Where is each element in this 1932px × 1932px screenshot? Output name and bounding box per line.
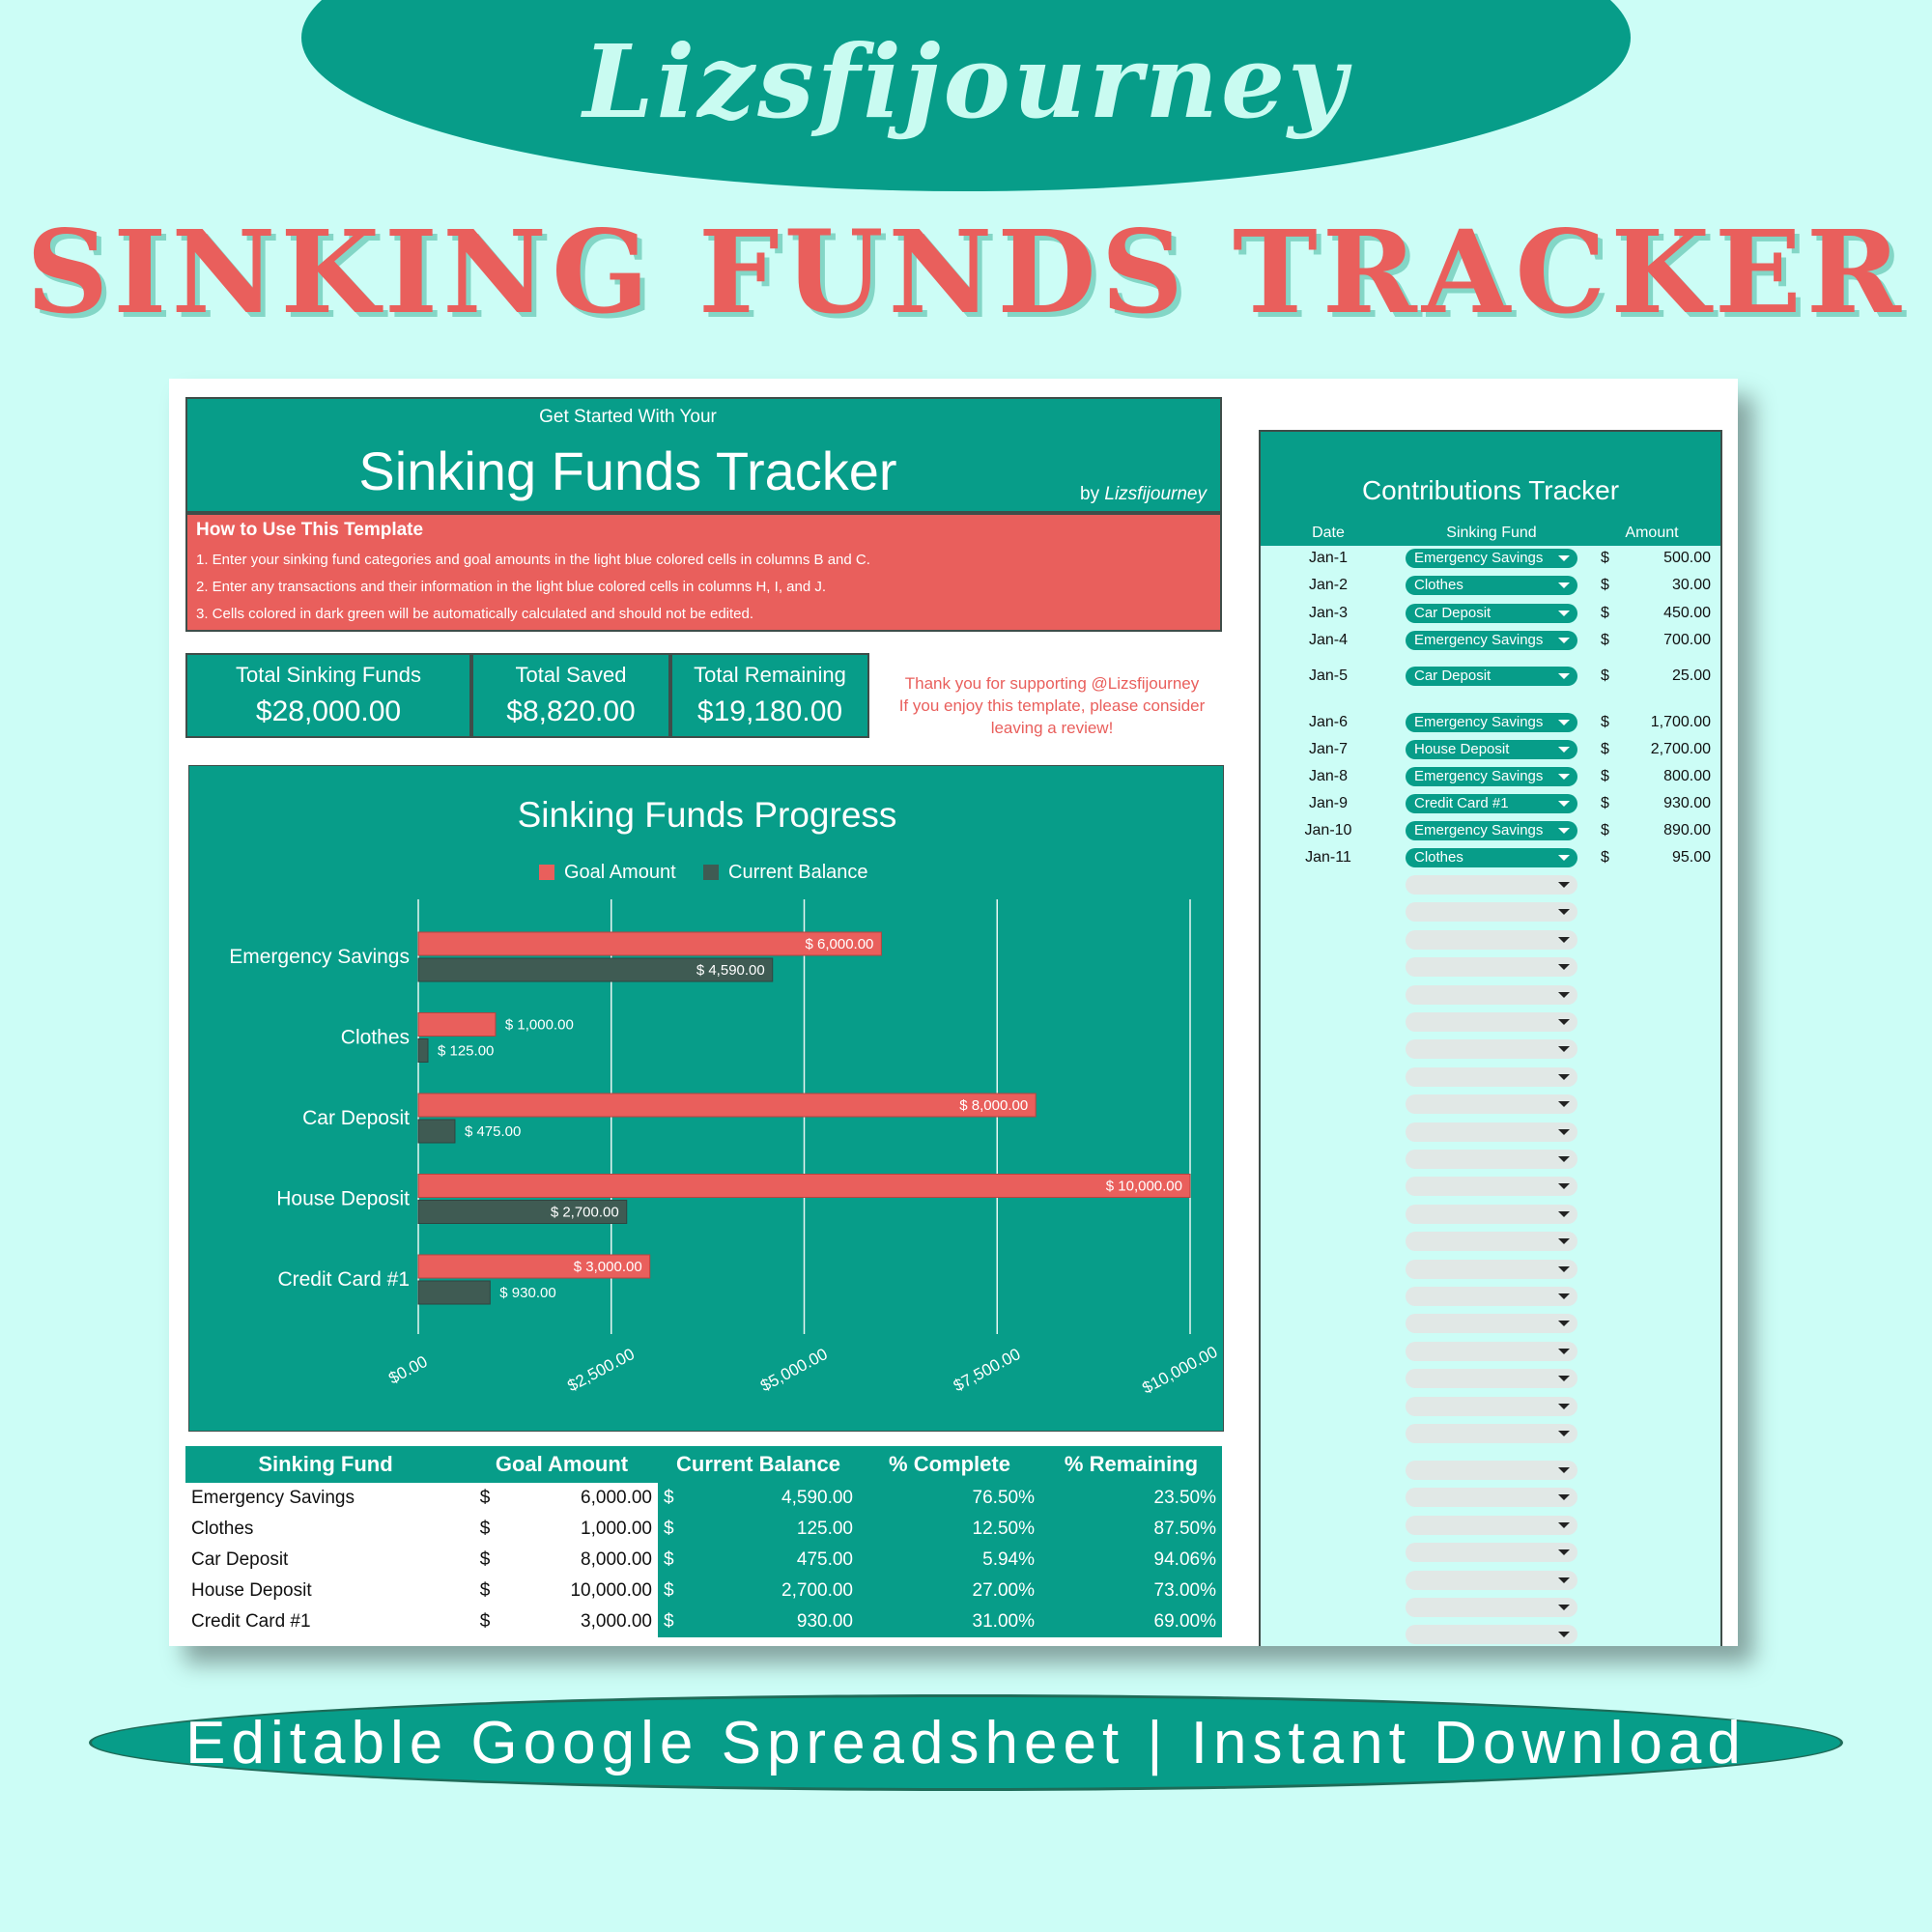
contribution-date[interactable]: Jan-11: [1305, 849, 1351, 866]
fund-dropdown-empty[interactable]: [1406, 1287, 1577, 1306]
contribution-row-empty: [1261, 873, 1720, 896]
contribution-date[interactable]: Jan-1: [1308, 550, 1349, 566]
fund-dropdown-empty[interactable]: [1406, 902, 1577, 922]
fund-dropdown-empty[interactable]: [1406, 1488, 1577, 1507]
fund-dropdown[interactable]: [1406, 794, 1577, 813]
fund-dropdown-empty[interactable]: [1406, 1260, 1577, 1279]
fund-dropdown-empty[interactable]: [1406, 1571, 1577, 1590]
contribution-row-empty: [1261, 1459, 1720, 1482]
currency-symbol: $: [466, 1545, 504, 1576]
fund-dropdown-value: Car Deposit: [1414, 605, 1492, 621]
category-label: Credit Card #1: [277, 1268, 410, 1291]
chevron-down-icon: [1558, 1431, 1570, 1436]
chevron-down-icon: [1558, 1046, 1570, 1052]
fund-name[interactable]: Car Deposit: [185, 1545, 466, 1576]
chevron-down-icon: [1558, 1467, 1570, 1473]
fund-dropdown-empty[interactable]: [1406, 1342, 1577, 1361]
contribution-row-empty: [1261, 1093, 1720, 1116]
fund-dropdown-empty[interactable]: [1406, 1232, 1577, 1251]
column-header: % Remaining: [1040, 1446, 1222, 1483]
currency-symbol: $: [466, 1576, 504, 1606]
x-tick-label: $0.00: [385, 1351, 431, 1388]
currency-symbol: $: [658, 1606, 687, 1637]
contribution-row-empty: [1261, 1037, 1720, 1061]
percent-complete: 27.00%: [859, 1576, 1040, 1606]
fund-name[interactable]: Clothes: [185, 1514, 466, 1545]
footer-banner: Editable Google Spreadsheet | Instant Download: [89, 1694, 1843, 1791]
contribution-row: [1261, 629, 1720, 652]
contribution-row: [1261, 846, 1720, 869]
contribution-date[interactable]: Jan-9: [1308, 795, 1349, 811]
chevron-down-icon: [1558, 1293, 1570, 1299]
contribution-row-empty: [1261, 1065, 1720, 1089]
category-label: House Deposit: [276, 1187, 410, 1210]
fund-dropdown-empty[interactable]: [1406, 1543, 1577, 1562]
contribution-row-empty: [1261, 1010, 1720, 1034]
contribution-date[interactable]: Jan-5: [1308, 668, 1349, 684]
chevron-down-icon: [1558, 1266, 1570, 1272]
fund-dropdown-value: Emergency Savings: [1414, 550, 1544, 566]
fund-dropdown[interactable]: [1406, 667, 1577, 686]
goal-bar: [418, 1175, 1190, 1198]
data-label: $ 10,000.00: [1105, 1178, 1182, 1195]
chevron-down-icon: [1558, 1019, 1570, 1025]
fund-dropdown-empty[interactable]: [1406, 1314, 1577, 1333]
x-tick-label: $2,500.00: [564, 1345, 639, 1396]
fund-dropdown[interactable]: [1406, 576, 1577, 595]
contribution-amount[interactable]: 1,700.00: [1650, 714, 1711, 730]
data-label: $ 475.00: [464, 1123, 522, 1140]
fund-dropdown-empty[interactable]: [1406, 1177, 1577, 1196]
stat-total-saved: [471, 653, 670, 738]
currency-symbol: $: [1601, 668, 1609, 684]
currency-symbol: $: [1601, 768, 1609, 784]
fund-dropdown-value: House Deposit: [1414, 741, 1510, 757]
contribution-amount[interactable]: 450.00: [1663, 605, 1711, 621]
byline-prefix: by: [1080, 484, 1100, 504]
contributions-header: [1261, 432, 1720, 546]
category-label: Clothes: [340, 1026, 410, 1049]
fund-dropdown[interactable]: [1406, 713, 1577, 732]
chevron-down-icon: [1558, 828, 1570, 834]
chevron-down-icon: [1558, 582, 1570, 588]
summary-row: [185, 1606, 1222, 1637]
contribution-date[interactable]: Jan-8: [1308, 768, 1349, 784]
currency-symbol: $: [1601, 550, 1609, 566]
contribution-amount[interactable]: 500.00: [1663, 550, 1711, 566]
summary-row: [185, 1545, 1222, 1576]
contribution-date[interactable]: Jan-6: [1308, 714, 1349, 730]
data-label: $ 3,000.00: [573, 1259, 642, 1275]
x-tick-label: $10,000.00: [1139, 1342, 1221, 1398]
fund-dropdown-empty[interactable]: [1406, 985, 1577, 1005]
percent-complete: 5.94%: [859, 1545, 1040, 1576]
brand-banner: [301, 0, 1631, 191]
goal-amount[interactable]: 8,000.00: [504, 1545, 658, 1576]
currency-symbol: $: [1601, 849, 1609, 866]
fund-dropdown[interactable]: [1406, 631, 1577, 650]
fund-dropdown-empty[interactable]: [1406, 930, 1577, 950]
contribution-row-empty: [1261, 983, 1720, 1007]
legend-swatch: [703, 865, 719, 880]
goal-amount[interactable]: 3,000.00: [504, 1606, 658, 1637]
chevron-down-icon: [1558, 720, 1570, 725]
contribution-date[interactable]: Jan-4: [1308, 632, 1349, 648]
currency-symbol: $: [466, 1514, 504, 1545]
contribution-amount[interactable]: 700.00: [1663, 632, 1711, 648]
stat-label: Total Sinking Funds: [236, 663, 421, 687]
contribution-date[interactable]: Jan-2: [1308, 577, 1349, 593]
fund-dropdown-empty[interactable]: [1406, 1516, 1577, 1535]
fund-dropdown-value: Emergency Savings: [1414, 768, 1544, 784]
percent-complete: 31.00%: [859, 1606, 1040, 1637]
fund-dropdown-value: Emergency Savings: [1414, 714, 1544, 730]
chevron-down-icon: [1558, 855, 1570, 861]
category-label: Car Deposit: [302, 1107, 410, 1129]
x-tick-label: $7,500.00: [950, 1345, 1024, 1396]
goal-amount[interactable]: 1,000.00: [504, 1514, 658, 1545]
contribution-row: [1261, 819, 1720, 842]
column-header-amount: Amount: [1625, 525, 1679, 541]
fund-name[interactable]: Credit Card #1: [185, 1606, 466, 1637]
howto-step: 1. Enter your sinking fund categories and goal amounts in the light blue colored cells in columns B and C.: [196, 552, 870, 568]
data-label: $ 1,000.00: [504, 1016, 574, 1034]
category-label: Emergency Savings: [229, 946, 410, 968]
byline-name: Lizsfijourney: [1104, 484, 1207, 504]
contribution-amount[interactable]: 2,700.00: [1650, 741, 1711, 757]
contribution-row: [1261, 738, 1720, 761]
stat-value: $8,820.00: [506, 696, 636, 727]
chevron-down-icon: [1558, 1349, 1570, 1354]
contribution-amount[interactable]: 930.00: [1663, 795, 1711, 811]
stat-label: Total Remaining: [694, 663, 846, 687]
currency-symbol: $: [1601, 795, 1609, 811]
fund-dropdown-empty[interactable]: [1406, 1205, 1577, 1224]
current-balance: 4,590.00: [687, 1483, 859, 1514]
legend-label: Goal Amount: [564, 862, 676, 883]
currency-symbol: $: [658, 1576, 687, 1606]
header-byline: [1080, 484, 1207, 505]
hero-title: SINKING FUNDS TRACKER: [26, 205, 1906, 339]
fund-dropdown-empty[interactable]: [1406, 1012, 1577, 1032]
header-title: Sinking Funds Tracker: [358, 440, 897, 501]
fund-dropdown-value: Emergency Savings: [1414, 632, 1544, 648]
percent-remaining: 87.50%: [1040, 1514, 1222, 1545]
how-to-instructions: [185, 513, 1222, 632]
chevron-down-icon: [1558, 1494, 1570, 1500]
fund-dropdown-empty[interactable]: [1406, 957, 1577, 977]
fund-dropdown-empty[interactable]: [1406, 1424, 1577, 1443]
fund-dropdown-value: Clothes: [1414, 849, 1463, 866]
contribution-row-empty: [1261, 1422, 1720, 1445]
data-label: $ 6,000.00: [805, 936, 874, 952]
fund-dropdown-empty[interactable]: [1406, 1598, 1577, 1617]
column-header: % Complete: [859, 1446, 1040, 1483]
chevron-down-icon: [1558, 1632, 1570, 1637]
contribution-row-empty: [1261, 955, 1720, 979]
contribution-row-empty: [1261, 1258, 1720, 1281]
contribution-row-empty: [1261, 1340, 1720, 1363]
currency-symbol: $: [1601, 714, 1609, 730]
chevron-down-icon: [1558, 555, 1570, 561]
current-balance: 475.00: [687, 1545, 859, 1576]
contribution-row-empty: [1261, 1121, 1720, 1144]
chevron-down-icon: [1558, 909, 1570, 915]
howto-step: 3. Cells colored in dark green will be automatically calculated and should not be edited.: [196, 606, 754, 622]
contribution-row: [1261, 665, 1720, 688]
contribution-row-empty: [1261, 928, 1720, 952]
currency-symbol: $: [658, 1545, 687, 1576]
chevron-down-icon: [1558, 1101, 1570, 1107]
column-header-date: Date: [1312, 525, 1345, 541]
column-header: Current Balance: [658, 1446, 859, 1483]
data-label: $ 8,000.00: [959, 1097, 1029, 1114]
percent-remaining: 73.00%: [1040, 1576, 1222, 1606]
tracker-header: [185, 397, 1222, 513]
fund-dropdown-empty[interactable]: [1406, 1461, 1577, 1480]
contributions-title: Contributions Tracker: [1361, 475, 1620, 505]
contribution-row-empty: [1261, 1230, 1720, 1253]
x-tick-label: $5,000.00: [757, 1345, 831, 1396]
stat-value: $19,180.00: [696, 696, 843, 727]
currency-symbol: $: [1601, 822, 1609, 838]
fund-dropdown[interactable]: [1406, 604, 1577, 623]
fund-dropdown-value: Car Deposit: [1414, 668, 1492, 684]
percent-complete: 12.50%: [859, 1514, 1040, 1545]
chevron-down-icon: [1558, 1376, 1570, 1381]
percent-remaining: 23.50%: [1040, 1483, 1222, 1514]
chevron-down-icon: [1558, 1183, 1570, 1189]
column-header: Goal Amount: [466, 1446, 658, 1483]
contribution-row: [1261, 792, 1720, 815]
fund-dropdown-value: Credit Card #1: [1414, 795, 1509, 811]
contribution-row-empty: [1261, 1596, 1720, 1619]
summary-row: [185, 1483, 1222, 1514]
chevron-down-icon: [1558, 774, 1570, 780]
thanks-line: If you enjoy this template, please consider: [898, 696, 1206, 715]
contribution-row: [1261, 765, 1720, 788]
contribution-row-empty: [1261, 1175, 1720, 1198]
howto-title: How to Use This Template: [196, 520, 424, 540]
chevron-down-icon: [1558, 1156, 1570, 1162]
contribution-row: [1261, 711, 1720, 734]
contributions-tracker: [1259, 430, 1722, 1646]
progress-chart-svg: [189, 766, 1225, 1433]
fund-dropdown[interactable]: [1406, 740, 1577, 759]
contribution-row-empty: [1261, 1486, 1720, 1509]
data-label: $ 125.00: [437, 1042, 495, 1060]
goal-bar: [418, 1094, 1036, 1117]
stat-value: $28,000.00: [255, 696, 402, 727]
chevron-down-icon: [1558, 937, 1570, 943]
currency-symbol: $: [1601, 577, 1609, 593]
chevron-down-icon: [1558, 1211, 1570, 1217]
chevron-down-icon: [1558, 1321, 1570, 1326]
goal-bar: [418, 1013, 496, 1037]
goal-amount[interactable]: 6,000.00: [504, 1483, 658, 1514]
chevron-down-icon: [1558, 882, 1570, 888]
goal-amount[interactable]: 10,000.00: [504, 1576, 658, 1606]
contribution-amount[interactable]: 800.00: [1663, 768, 1711, 784]
stat-label: Total Saved: [515, 663, 627, 687]
current-balance: 125.00: [687, 1514, 859, 1545]
contribution-row-empty: [1261, 1541, 1720, 1564]
currency-symbol: $: [658, 1514, 687, 1545]
contribution-amount[interactable]: 890.00: [1663, 822, 1711, 838]
currency-symbol: $: [658, 1483, 687, 1514]
fund-dropdown[interactable]: [1406, 821, 1577, 840]
chevron-down-icon: [1558, 964, 1570, 970]
chevron-down-icon: [1558, 638, 1570, 643]
contribution-row-empty: [1261, 1285, 1720, 1308]
chevron-down-icon: [1558, 1238, 1570, 1244]
progress-chart: [188, 765, 1224, 1432]
summary-row: [185, 1576, 1222, 1606]
fund-dropdown-empty[interactable]: [1406, 1067, 1577, 1087]
contribution-amount[interactable]: 95.00: [1671, 849, 1711, 866]
current-balance: 2,700.00: [687, 1576, 859, 1606]
contribution-row-empty: [1261, 1367, 1720, 1390]
percent-remaining: 69.00%: [1040, 1606, 1222, 1637]
currency-symbol: $: [466, 1483, 504, 1514]
balance-bar: [418, 1281, 490, 1304]
fund-dropdown-value: Emergency Savings: [1414, 822, 1544, 838]
fund-dropdown-empty[interactable]: [1406, 875, 1577, 895]
percent-remaining: 94.06%: [1040, 1545, 1222, 1576]
contribution-row-empty: [1261, 1312, 1720, 1335]
summary-header-row: [185, 1446, 1222, 1483]
contribution-date[interactable]: Jan-7: [1308, 741, 1349, 757]
contribution-row-empty: [1261, 1148, 1720, 1171]
contribution-date[interactable]: Jan-10: [1304, 822, 1352, 838]
contribution-row-empty: [1261, 1395, 1720, 1418]
legend-label: Current Balance: [728, 862, 868, 883]
fund-dropdown-empty[interactable]: [1406, 1150, 1577, 1169]
contribution-row-empty: [1261, 1203, 1720, 1226]
summary-table: [185, 1446, 1222, 1637]
chevron-down-icon: [1558, 1129, 1570, 1135]
stat-total-sinking-funds: [185, 653, 471, 738]
contribution-row: [1261, 547, 1720, 570]
contribution-amount[interactable]: 30.00: [1671, 577, 1711, 593]
chevron-down-icon: [1558, 992, 1570, 998]
fund-name[interactable]: House Deposit: [185, 1576, 466, 1606]
contribution-row-empty: [1261, 1569, 1720, 1592]
chevron-down-icon: [1558, 1404, 1570, 1409]
fund-dropdown[interactable]: [1406, 848, 1577, 867]
contribution-date[interactable]: Jan-3: [1308, 605, 1349, 621]
header-subtitle: Get Started With Your: [539, 407, 717, 427]
stat-total-remaining: [670, 653, 869, 738]
chevron-down-icon: [1558, 1522, 1570, 1528]
fund-dropdown-empty[interactable]: [1406, 1039, 1577, 1059]
thanks-line: Thank you for supporting @Lizsfijourney: [904, 674, 1200, 693]
brand-name: Lizsfijourney: [582, 22, 1350, 141]
contribution-row-empty: [1261, 1623, 1720, 1646]
percent-complete: 76.50%: [859, 1483, 1040, 1514]
contribution-row: [1261, 602, 1720, 625]
fund-dropdown[interactable]: [1406, 767, 1577, 786]
chevron-down-icon: [1558, 1074, 1570, 1080]
fund-dropdown-empty[interactable]: [1406, 1397, 1577, 1416]
chart-title: Sinking Funds Progress: [517, 795, 897, 835]
currency-symbol: $: [1601, 605, 1609, 621]
chevron-down-icon: [1558, 747, 1570, 753]
currency-symbol: $: [1601, 741, 1609, 757]
fund-dropdown-empty[interactable]: [1406, 1094, 1577, 1114]
column-header: Sinking Fund: [185, 1446, 466, 1483]
contribution-row: [1261, 574, 1720, 597]
fund-dropdown-empty[interactable]: [1406, 1122, 1577, 1142]
contribution-amount[interactable]: 25.00: [1671, 668, 1711, 684]
data-label: $ 930.00: [499, 1285, 556, 1301]
fund-dropdown-value: Clothes: [1414, 577, 1463, 593]
currency-symbol: $: [466, 1606, 504, 1637]
spreadsheet-preview: [169, 379, 1738, 1646]
chevron-down-icon: [1558, 1549, 1570, 1555]
howto-step: 2. Enter any transactions and their information in the light blue colored cells in columns H, I, and J.: [196, 579, 827, 595]
chevron-down-icon: [1558, 1605, 1570, 1610]
fund-name[interactable]: Emergency Savings: [185, 1483, 466, 1514]
summary-row: [185, 1514, 1222, 1545]
thanks-line: leaving a review!: [990, 719, 1114, 737]
chevron-down-icon: [1558, 611, 1570, 616]
fund-dropdown-empty[interactable]: [1406, 1625, 1577, 1644]
balance-bar: [418, 1120, 455, 1143]
column-header-fund: Sinking Fund: [1446, 525, 1537, 541]
current-balance: 930.00: [687, 1606, 859, 1637]
chevron-down-icon: [1558, 801, 1570, 807]
fund-dropdown[interactable]: [1406, 549, 1577, 568]
chevron-down-icon: [1558, 673, 1570, 679]
contribution-row-empty: [1261, 1514, 1720, 1537]
chevron-down-icon: [1558, 1577, 1570, 1583]
fund-dropdown-empty[interactable]: [1406, 1369, 1577, 1388]
data-label: $ 2,700.00: [550, 1204, 619, 1221]
data-label: $ 4,590.00: [696, 962, 765, 979]
contribution-row-empty: [1261, 900, 1720, 923]
balance-bar: [418, 1039, 428, 1063]
legend-swatch: [539, 865, 554, 880]
currency-symbol: $: [1601, 632, 1609, 648]
thank-you-note: [870, 672, 1234, 739]
